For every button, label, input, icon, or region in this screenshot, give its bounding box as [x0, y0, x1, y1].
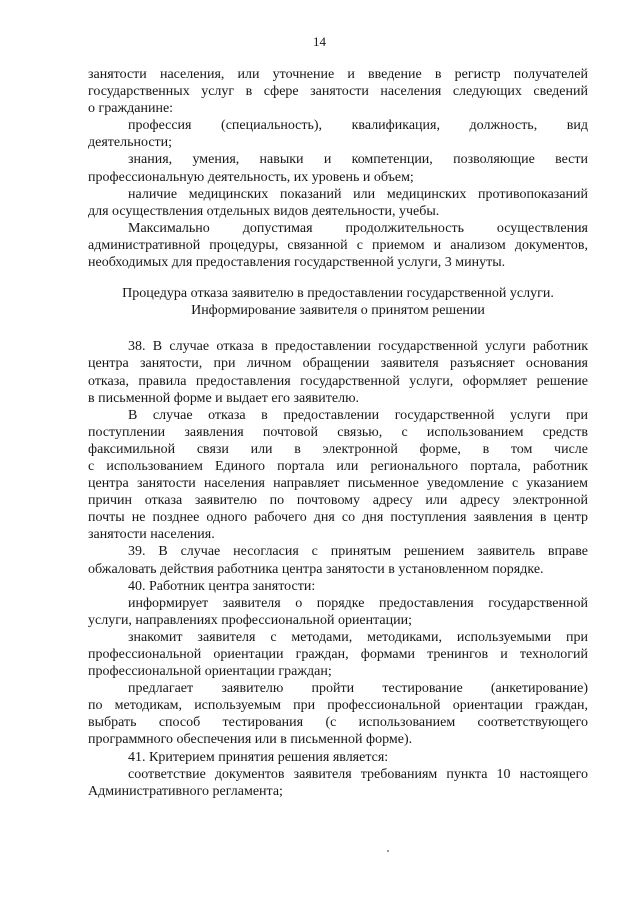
text-line: услуги, направлениях профессиональной ориентации; — [88, 612, 413, 628]
text-line: выбрать способ тестирования (с использованием соответствующего — [88, 715, 588, 731]
text-line: в письменной форме и выдает его заявителю. — [88, 390, 360, 406]
text-line: профессия (специальность), квалификация, должность, вид — [128, 118, 588, 134]
text-line: наличие медицинских показаний или медицинских противопоказаний — [128, 186, 588, 202]
text-line: по методикам, используемым при профессиональной ориентации граждан, — [88, 698, 588, 714]
text-line: отказа, правила предоставления государственной услуги, оформляет решение — [88, 373, 588, 389]
section-heading: Процедура отказа заявителю в предоставлении государственной услуги. — [122, 286, 554, 302]
text-line: центра занятости, при личном обращении заявителя разъясняет основания — [88, 356, 588, 372]
text-line: факсимильной связи или в электронной форме, в том числе — [88, 441, 588, 457]
text-line: почты не позднее одного рабочего дня со дня поступления заявления в центр — [88, 510, 588, 526]
text-line: деятельности; — [88, 135, 173, 151]
text-line: административной процедуры, связанной с приемом и анализом документов, — [88, 237, 588, 253]
scan-speck — [387, 850, 389, 852]
text-line: причин отказа заявителю по почтовому адресу или адресу электронной — [88, 493, 588, 509]
text-line: о гражданине: — [88, 101, 174, 117]
text-line: занятости населения. — [88, 527, 215, 543]
text-line: 40. Работник центра занятости: — [128, 578, 316, 594]
text-line: занятости населения, или уточнение и введение в регистр получателей — [88, 67, 588, 82]
text-line: знания, умения, навыки и компетенции, позволяющие вести — [128, 152, 588, 168]
text-line: 41. Критерием принятия решения является: — [128, 749, 389, 765]
document-body — [88, 66, 588, 800]
text-line: предлагает заявителю пройти тестирование (анкетирование) — [128, 681, 588, 697]
text-line: центра занятости населения направляет письменное уведомление с указанием — [88, 476, 588, 492]
text-line: 38. В случае отказа в предоставлении государственной услуги работник — [128, 339, 588, 355]
text-line: с использованием Единого портала или регионального портала, работник — [88, 458, 588, 474]
text-line: Максимально допустимая продолжительность осуществления — [128, 220, 588, 236]
text-line: профессиональной ориентации граждан; — [88, 664, 332, 680]
text-line: профессиональной ориентации граждан, формами тренингов и технологий — [88, 647, 588, 662]
text-line: государственных услуг в сфере занятости населения следующих сведений — [88, 84, 588, 100]
text-line: информирует заявителя о порядке предоставления государственной — [128, 595, 588, 611]
text-line: профессиональную деятельность, их уровень и объем; — [88, 169, 414, 185]
section-heading: Информирование заявителя о принятом решении — [191, 303, 485, 319]
text-line: программного обеспечения или в письменной форме). — [88, 732, 413, 748]
text-line: обжаловать действия работника центра занятости в установленном порядке. — [88, 561, 544, 577]
page-number: 14 — [313, 34, 326, 49]
text-line: Административного регламента; — [88, 783, 283, 799]
text-line: для осуществления отдельных видов деятельности, учебы. — [88, 203, 440, 219]
text-line: В случае отказа в предоставлении государственной услуги при — [128, 407, 588, 423]
text-line: необходимых для предоставления государственной услуги, 3 минуты. — [88, 255, 506, 271]
text-line: соответствие документов заявителя требованиям пункта 10 настоящего — [128, 766, 588, 782]
text-line: поступлении заявления почтовой связью, с использованием средств — [88, 424, 588, 440]
text-line: 39. В случае несогласия с принятым решением заявитель вправе — [128, 544, 588, 560]
text-line: знакомит заявителя с методами, методиками, используемыми при — [128, 629, 588, 645]
